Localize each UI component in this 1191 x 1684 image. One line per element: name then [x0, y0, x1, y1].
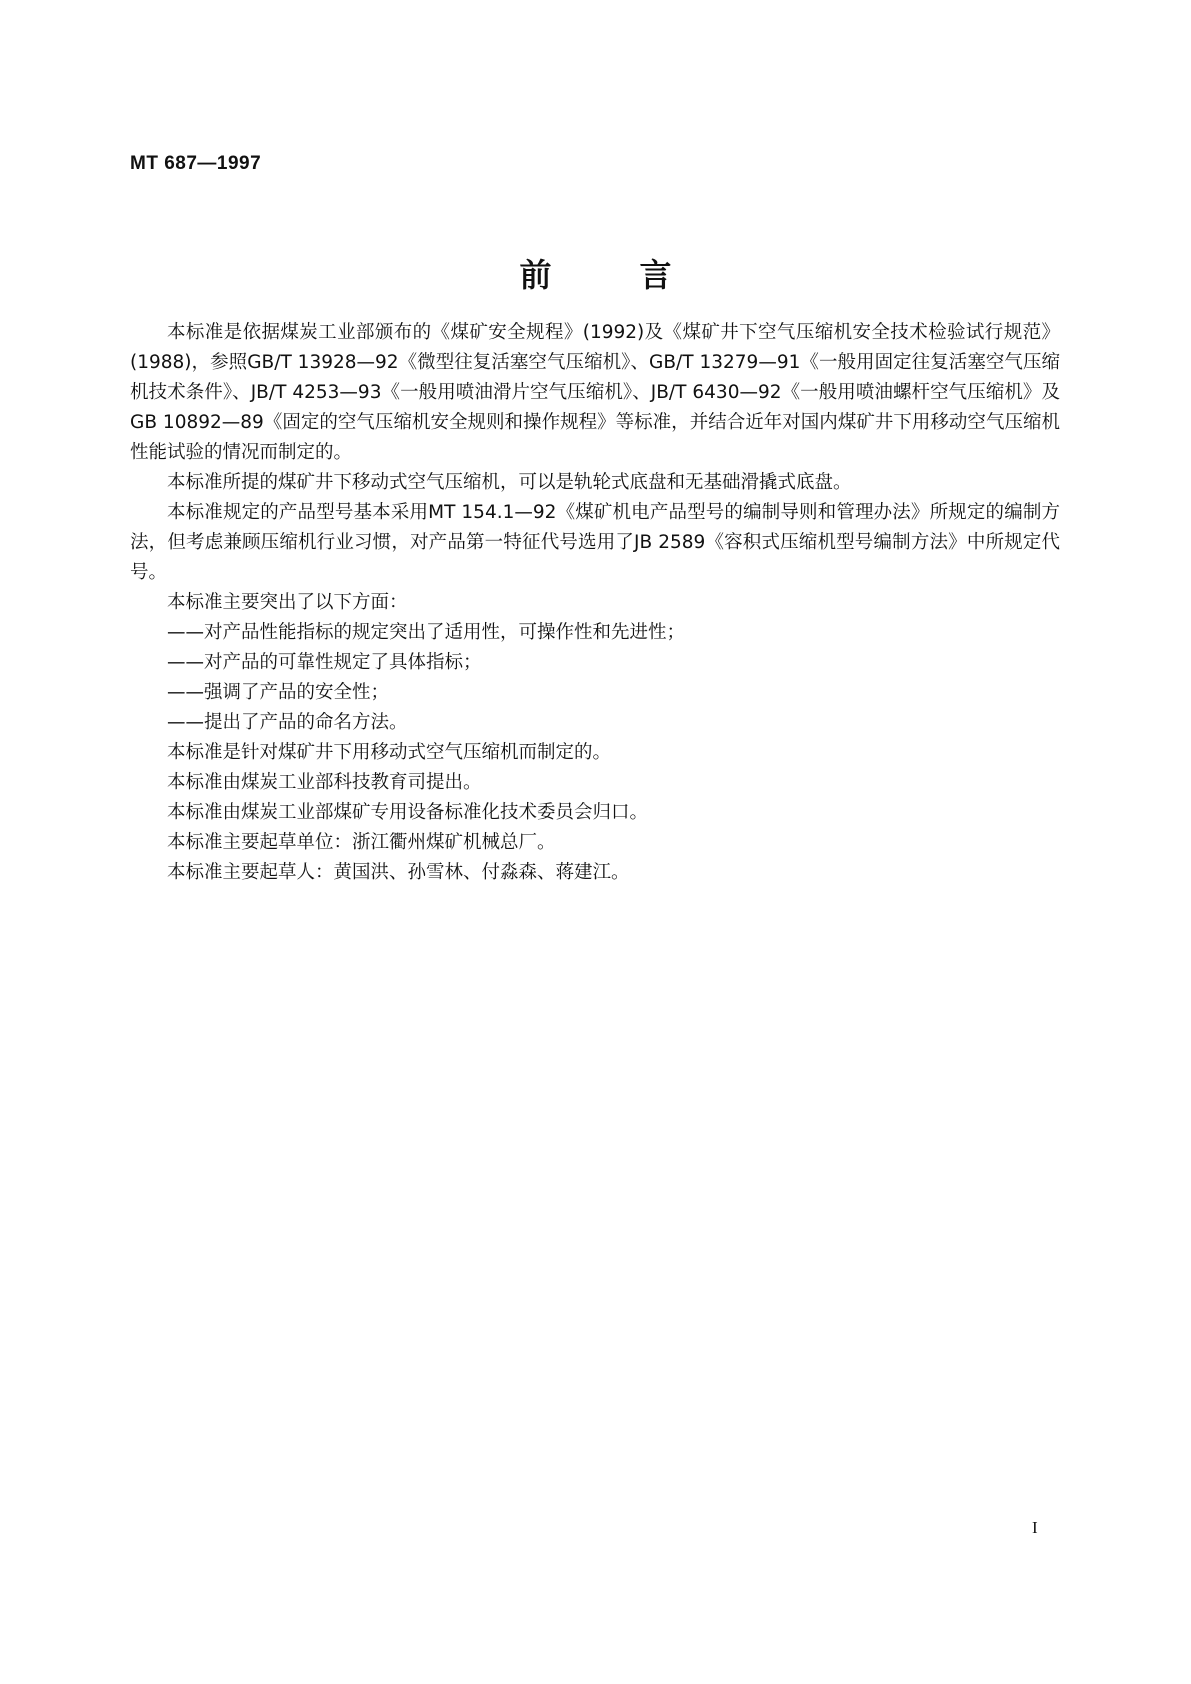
- list-item: ——强调了产品的安全性；: [167, 682, 390, 703]
- paragraph-drafting-unit: 本标准主要起草单位：浙江衢州煤矿机械总厂。: [167, 832, 556, 853]
- page-title: 前言: [519, 256, 760, 294]
- list-item: ——对产品的可靠性规定了具体指标；: [167, 652, 482, 673]
- paragraph-scope: 本标准所提的煤矿井下移动式空气压缩机，可以是轨轮式底盘和无基础滑撬式底盘。: [167, 472, 852, 493]
- standard-code: MT 687—1997: [130, 153, 262, 174]
- paragraph-drafters: 本标准主要起草人：黄国洪、孙雪林、付淼森、蒋建江。: [167, 862, 630, 883]
- page-number: I: [1032, 1518, 1038, 1537]
- list-item: ——对产品性能指标的规定突出了适用性，可操作性和先进性；: [167, 622, 686, 643]
- foreword-body: [130, 318, 1060, 888]
- paragraph-basis: 本标准是依据煤炭工业部颁布的《煤矿安全规程》(1992)及《煤矿井下空气压缩机安全技术检验试行规范》(1988)，参照GB/T 13928—92《微型往复活塞空气压缩机》、GB/T 13279—91《一般用固定往复活塞空气压缩机技术条件》、JB/T 4253—93《一般用喷油滑片空气压缩机》、JB/T 6430—92《一般用喷油螺杆空气压缩机》及GB 10892—89《固定的空气压缩机安全规则和操作规程》等标准，并结合近年对国内煤矿井下用移动空气压缩机性能试验的情况而制定的。: [130, 322, 1060, 463]
- paragraph-proposer: 本标准由煤炭工业部科技教育司提出。: [167, 772, 482, 793]
- paragraph-model-code: 本标准规定的产品型号基本采用MT 154.1—92《煤矿机电产品型号的编制导则和管理办法》所规定的编制方法，但考虑兼顾压缩机行业习惯，对产品第一特征代号选用了JB 2589《容积式压缩机型号编制方法》中所规定代号。: [130, 502, 1060, 583]
- paragraph-highlights-intro: 本标准主要突出了以下方面：: [167, 592, 408, 613]
- paragraph-target: 本标准是针对煤矿井下用移动式空气压缩机而制定的。: [167, 742, 612, 763]
- list-item: ——提出了产品的命名方法。: [167, 712, 408, 733]
- paragraph-committee: 本标准由煤炭工业部煤矿专用设备标准化技术委员会归口。: [167, 802, 649, 823]
